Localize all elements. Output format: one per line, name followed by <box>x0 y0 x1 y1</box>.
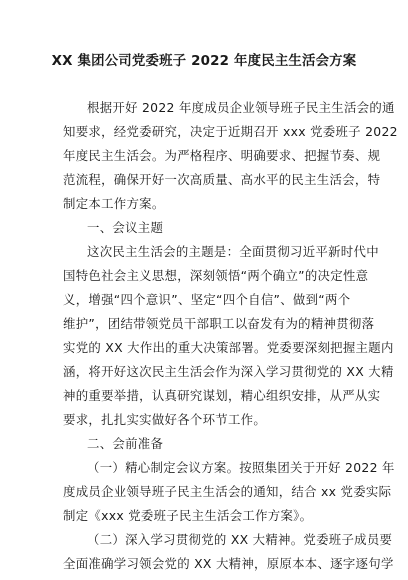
body-line: 知要求，经党委研究，决定于近期召开 xxx 党委班子 2022 <box>63 124 398 139</box>
body-line: 维护”，团结带领党员干部职工以奋发有为的精神贯彻落 <box>63 316 375 331</box>
section-heading: 二、会前准备 <box>87 436 164 451</box>
body-line: 年度民主生活会。为严格程序、明确要求、把握节奏、规 <box>63 148 381 163</box>
body-line: 要求，扎扎实实做好各个环节工作。 <box>63 412 267 427</box>
body-line: 度成员企业领导班子民主生活会的通知，结合 xx 党委实际 <box>63 484 392 499</box>
body-line: 国特色社会主义思想，深刻领悟“两个确立”的决定性意 <box>63 268 369 283</box>
document-title: XX 集团公司党委班子 2022 年度民主生活会方案 <box>51 54 357 69</box>
body-line: 涵，将开好这次民主生活会作为深入学习贯彻党的 XX 大精 <box>63 364 394 379</box>
body-line: 神的重要举措，认真研究谋划，精心组织安排，从严从实 <box>63 388 381 403</box>
body-line: 实党的 XX 大作出的重大决策部署。党委要深刻把握主题内 <box>63 340 394 355</box>
body-line: 制定《xxx 党委班子民主生活会工作方案》。 <box>63 508 313 523</box>
body-line: 范流程，确保开好一次高质量、高水平的民主生活会，特 <box>63 172 381 187</box>
body-line: 这次民主生活会的主题是：全面贯彻习近平新时代中 <box>87 244 379 259</box>
body-line: （一）精心制定会议方案。按照集团关于开好 2022 年 <box>87 460 395 475</box>
body-line: 义，增强“四个意识”、坚定“四个自信”、做到“两个 <box>63 292 351 307</box>
body-line: （二）深入学习贯彻党的 XX 大精神。党委班子成员要 <box>87 532 393 547</box>
body-line: 制定本工作方案。 <box>63 196 165 211</box>
body-line: 根据开好 2022 年度成员企业领导班子民主生活会的通 <box>87 100 395 115</box>
body-line: 全面准确学习领会党的 XX 大精神，原原本本、逐字逐句学 <box>63 556 394 571</box>
section-heading: 一、会议主题 <box>87 220 164 235</box>
